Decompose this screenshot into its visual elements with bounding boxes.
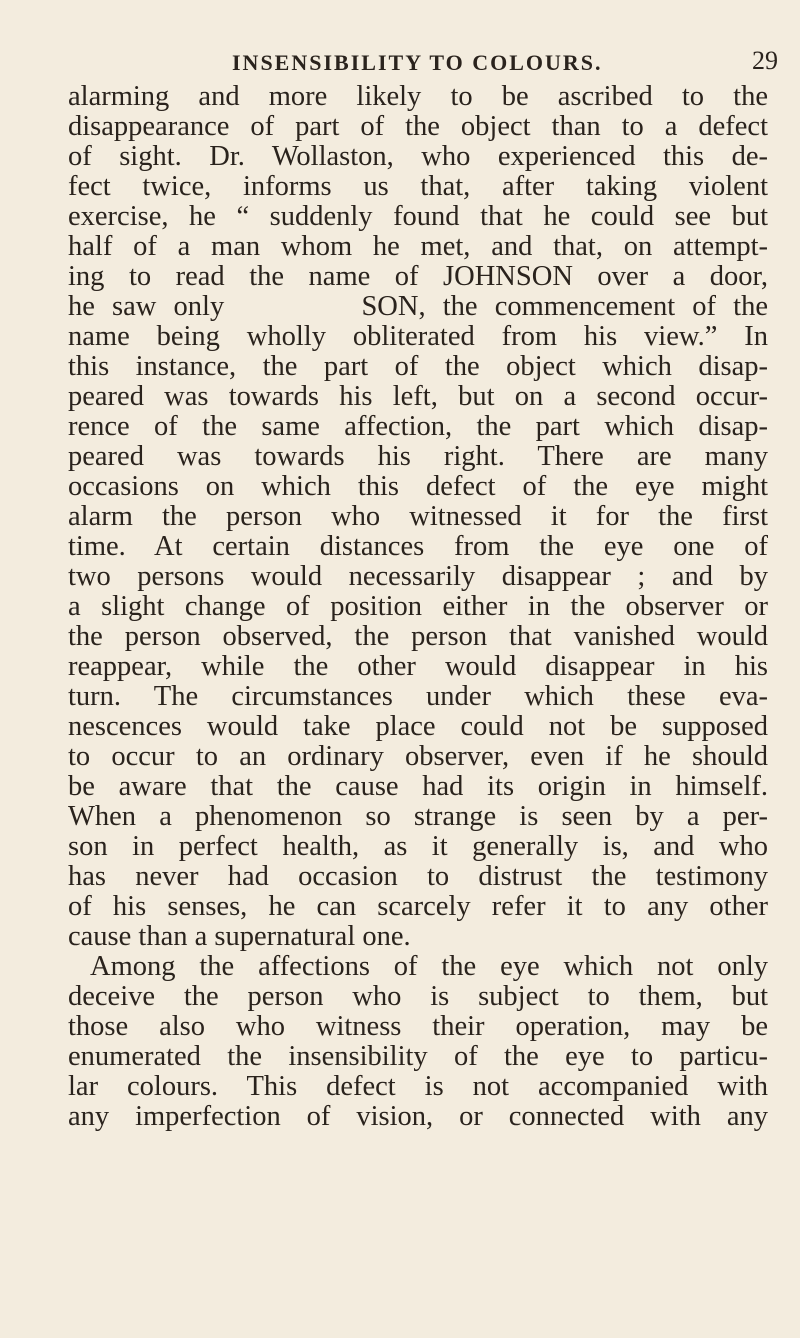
text-line: Among the affections of the eye which not only: [90, 951, 768, 982]
text-line: fect twice, informs us that, after taking violent: [68, 171, 768, 202]
text-line: peared was towards his right. There are many: [68, 441, 768, 472]
text-line: has never had occasion to distrust the testimony: [68, 861, 768, 892]
text-line: those also who witness their operation, may be: [68, 1011, 768, 1042]
text-line: this instance, the part of the object which disap-: [68, 351, 768, 382]
text-line: a slight change of position either in the observer or: [68, 591, 768, 622]
text-line: lar colours. This defect is not accompanied with: [68, 1071, 768, 1102]
text-line: alarm the person who witnessed it for the first: [68, 501, 768, 532]
text-line: peared was towards his left, but on a second occur-: [68, 381, 768, 412]
text-line: to occur to an ordinary observer, even if he should: [68, 741, 768, 772]
text-line: alarming and more likely to be ascribed to the: [68, 81, 768, 112]
page-number: 29: [752, 46, 778, 75]
text-line: When a phenomenon so strange is seen by a per-: [68, 801, 768, 832]
text-line: exercise, he “ suddenly found that he could see but: [68, 201, 768, 232]
running-head: INSENSIBILITY TO COLOURS.: [232, 50, 603, 75]
text-line: of sight. Dr. Wollaston, who experienced this de-: [68, 141, 768, 172]
text-line: be aware that the cause had its origin in himself.: [68, 771, 768, 802]
text-line: son in perfect health, as it generally is, and who: [68, 831, 768, 862]
text-line: cause than a supernatural one.: [68, 921, 411, 952]
text-line: he saw only SON, the commencement of the: [68, 291, 768, 322]
text-line: disappearance of part of the object than to a defect: [68, 111, 768, 142]
text-line: deceive the person who is subject to them, but: [68, 981, 768, 1012]
text-line: reappear, while the other would disappear in his: [68, 651, 768, 682]
text-line: of his senses, he can scarcely refer it to any other: [68, 891, 768, 922]
text-line: enumerated the insensibility of the eye to particu-: [68, 1041, 768, 1072]
text-line: half of a man whom he met, and that, on attempt-: [68, 231, 768, 262]
text-line: ing to read the name of JOHNSON over a door,: [68, 261, 768, 292]
body-text: [68, 82, 768, 1132]
text-line: name being wholly obliterated from his view.” In: [68, 321, 768, 352]
text-line: any imperfection of vision, or connected with any: [68, 1101, 768, 1132]
text-line: two persons would necessarily disappear ; and by: [68, 561, 768, 592]
text-line: occasions on which this defect of the eye might: [68, 471, 768, 502]
text-line: nescences would take place could not be supposed: [68, 711, 768, 742]
text-line: turn. The circumstances under which these eva-: [68, 681, 768, 712]
text-line: rence of the same affection, the part which disap-: [68, 411, 768, 442]
text-line: time. At certain distances from the eye one of: [68, 531, 768, 562]
text-line: the person observed, the person that vanished would: [68, 621, 768, 652]
